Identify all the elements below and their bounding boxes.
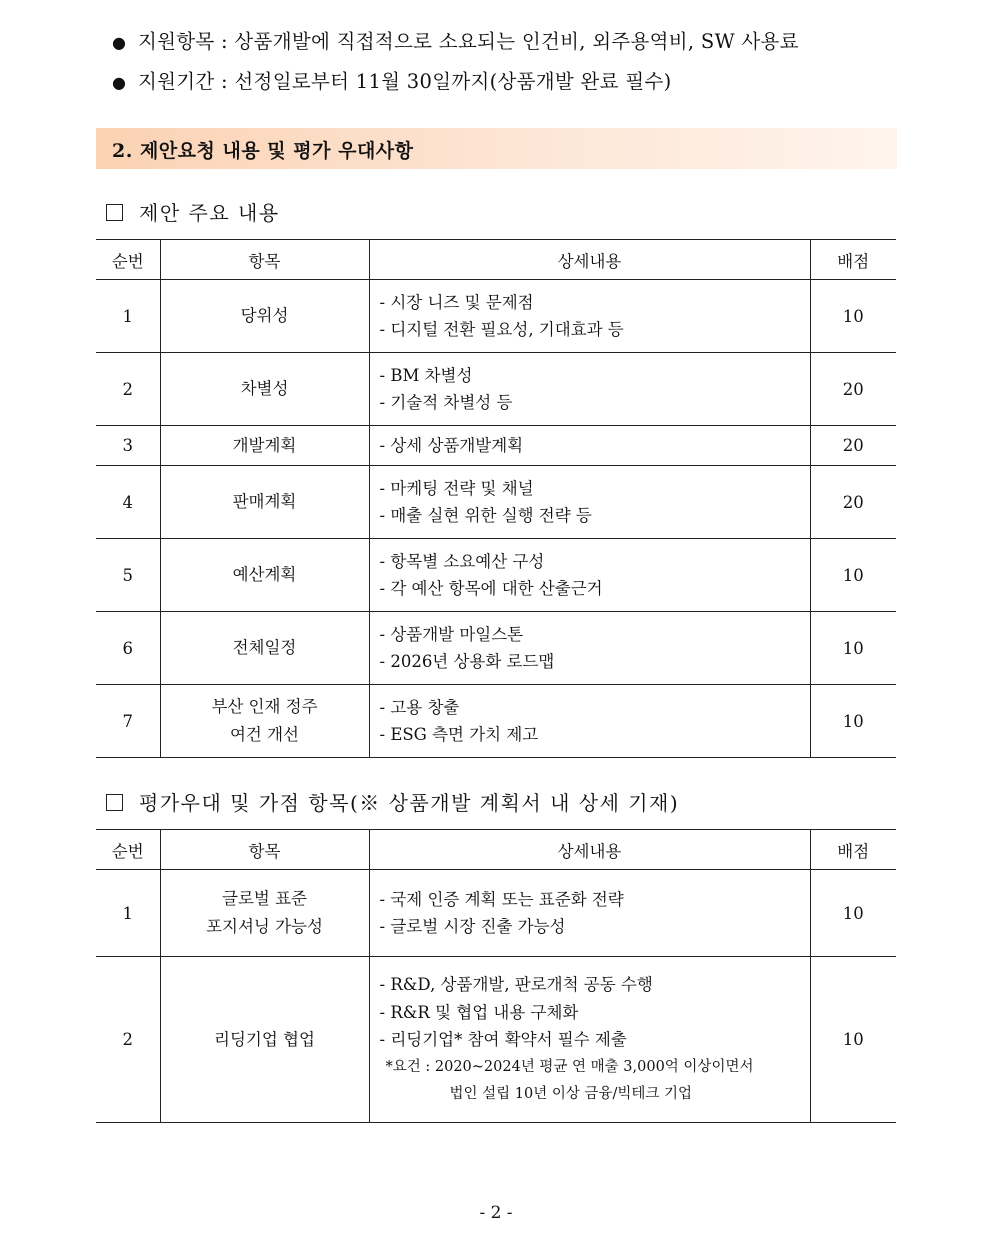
table-row bbox=[96, 957, 896, 1123]
row-detail: - BM 차별성 - 기술적 차별성 등 bbox=[369, 353, 810, 426]
table2-heading: 평가우대 및 가점 항목(※ 상품개발 계획서 내 상세 기재) bbox=[106, 787, 679, 816]
row-score: 10 bbox=[810, 685, 896, 758]
header-no: 순번 bbox=[96, 240, 160, 280]
row-no: 2 bbox=[96, 957, 160, 1123]
row-item: 전체일정 bbox=[160, 612, 369, 685]
bullet-dot-icon: ● bbox=[112, 33, 127, 52]
header-score: 배점 bbox=[810, 830, 896, 870]
row-item: 개발계획 bbox=[160, 426, 369, 466]
row-detail: - 항목별 소요예산 구성 - 각 예산 항목에 대한 산출근거 bbox=[369, 539, 810, 612]
row-score: 10 bbox=[810, 957, 896, 1123]
row-detail: - 마케팅 전략 및 채널 - 매출 실현 위한 실행 전략 등 bbox=[369, 466, 810, 539]
header-detail: 상세내용 bbox=[369, 830, 810, 870]
bullet-support-items: ● 지원항목 : 상품개발에 직접적으로 소요되는 인건비, 외주용역비, SW 사용료 bbox=[112, 26, 912, 66]
table1-heading: 제안 주요 내용 bbox=[106, 197, 280, 226]
requirement-note: *요건 : 2020~2024년 평균 연 매출 3,000억 이상이면서 bbox=[385, 1058, 754, 1075]
table-row bbox=[96, 353, 896, 426]
table-row bbox=[96, 466, 896, 539]
support-bullets bbox=[112, 26, 912, 106]
row-score: 10 bbox=[810, 870, 896, 957]
row-item: 예산계획 bbox=[160, 539, 369, 612]
page-number: - 2 - bbox=[479, 1203, 513, 1223]
row-no: 5 bbox=[96, 539, 160, 612]
row-score: 20 bbox=[810, 426, 896, 466]
row-no: 3 bbox=[96, 426, 160, 466]
row-score: 10 bbox=[810, 280, 896, 353]
checkbox-square-icon bbox=[106, 204, 123, 221]
header-item: 항목 bbox=[160, 240, 369, 280]
table-row bbox=[96, 612, 896, 685]
header-score: 배점 bbox=[810, 240, 896, 280]
row-detail: - 상품개발 마일스톤 - 2026년 상용화 로드맵 bbox=[369, 612, 810, 685]
row-no: 4 bbox=[96, 466, 160, 539]
table-row bbox=[96, 280, 896, 353]
row-no: 7 bbox=[96, 685, 160, 758]
header-detail: 상세내용 bbox=[369, 240, 810, 280]
table-row bbox=[96, 539, 896, 612]
row-item: 부산 인재 정주 여건 개선 bbox=[160, 685, 369, 758]
header-item: 항목 bbox=[160, 830, 369, 870]
requirement-note-continued: 법인 설립 10년 이상 금융/빅테크 기업 bbox=[449, 1085, 692, 1102]
row-item: 차별성 bbox=[160, 353, 369, 426]
row-score: 20 bbox=[810, 353, 896, 426]
row-detail: - 고용 창출 - ESG 측면 가치 제고 bbox=[369, 685, 810, 758]
row-item: 글로벌 표준 포지셔닝 가능성 bbox=[160, 870, 369, 957]
checkbox-square-icon bbox=[106, 794, 123, 811]
bullet-support-period: ● 지원기간 : 선정일로부터 11월 30일까지(상품개발 완료 필수) bbox=[112, 66, 912, 106]
row-detail: - R&D, 상품개발, 판로개척 공동 수행 - R&R 및 협업 내용 구체화 - 리딩기업* 참여 확약서 필수 제출 *요건 : 2020~2024년 평균 연 매출 3,000억 이상이면서 법인 설립 10년 이상 금융/빅테크 기업 bbox=[369, 957, 810, 1123]
table-row bbox=[96, 426, 896, 466]
table-row bbox=[96, 685, 896, 758]
row-item: 판매계획 bbox=[160, 466, 369, 539]
header-no: 순번 bbox=[96, 830, 160, 870]
table-header-row bbox=[96, 830, 896, 870]
row-no: 6 bbox=[96, 612, 160, 685]
evaluation-bonus-table bbox=[96, 829, 896, 1123]
table-header-row bbox=[96, 240, 896, 280]
row-no: 1 bbox=[96, 280, 160, 353]
row-detail: - 국제 인증 계획 또는 표준화 전략 - 글로벌 시장 진출 가능성 bbox=[369, 870, 810, 957]
table-row bbox=[96, 870, 896, 957]
row-detail: - 시장 니즈 및 문제점 - 디지털 전환 필요성, 기대효과 등 bbox=[369, 280, 810, 353]
row-item: 당위성 bbox=[160, 280, 369, 353]
section-heading-banner bbox=[96, 128, 897, 169]
section-title: 2. 제안요청 내용 및 평가 우대사항 bbox=[112, 140, 414, 162]
row-no: 2 bbox=[96, 353, 160, 426]
row-score: 20 bbox=[810, 466, 896, 539]
row-score: 10 bbox=[810, 539, 896, 612]
row-detail: - 상세 상품개발계획 bbox=[369, 426, 810, 466]
row-no: 1 bbox=[96, 870, 160, 957]
row-score: 10 bbox=[810, 612, 896, 685]
proposal-content-table bbox=[96, 239, 896, 758]
bullet-dot-icon: ● bbox=[112, 73, 127, 92]
row-item: 리딩기업 협업 bbox=[160, 957, 369, 1123]
